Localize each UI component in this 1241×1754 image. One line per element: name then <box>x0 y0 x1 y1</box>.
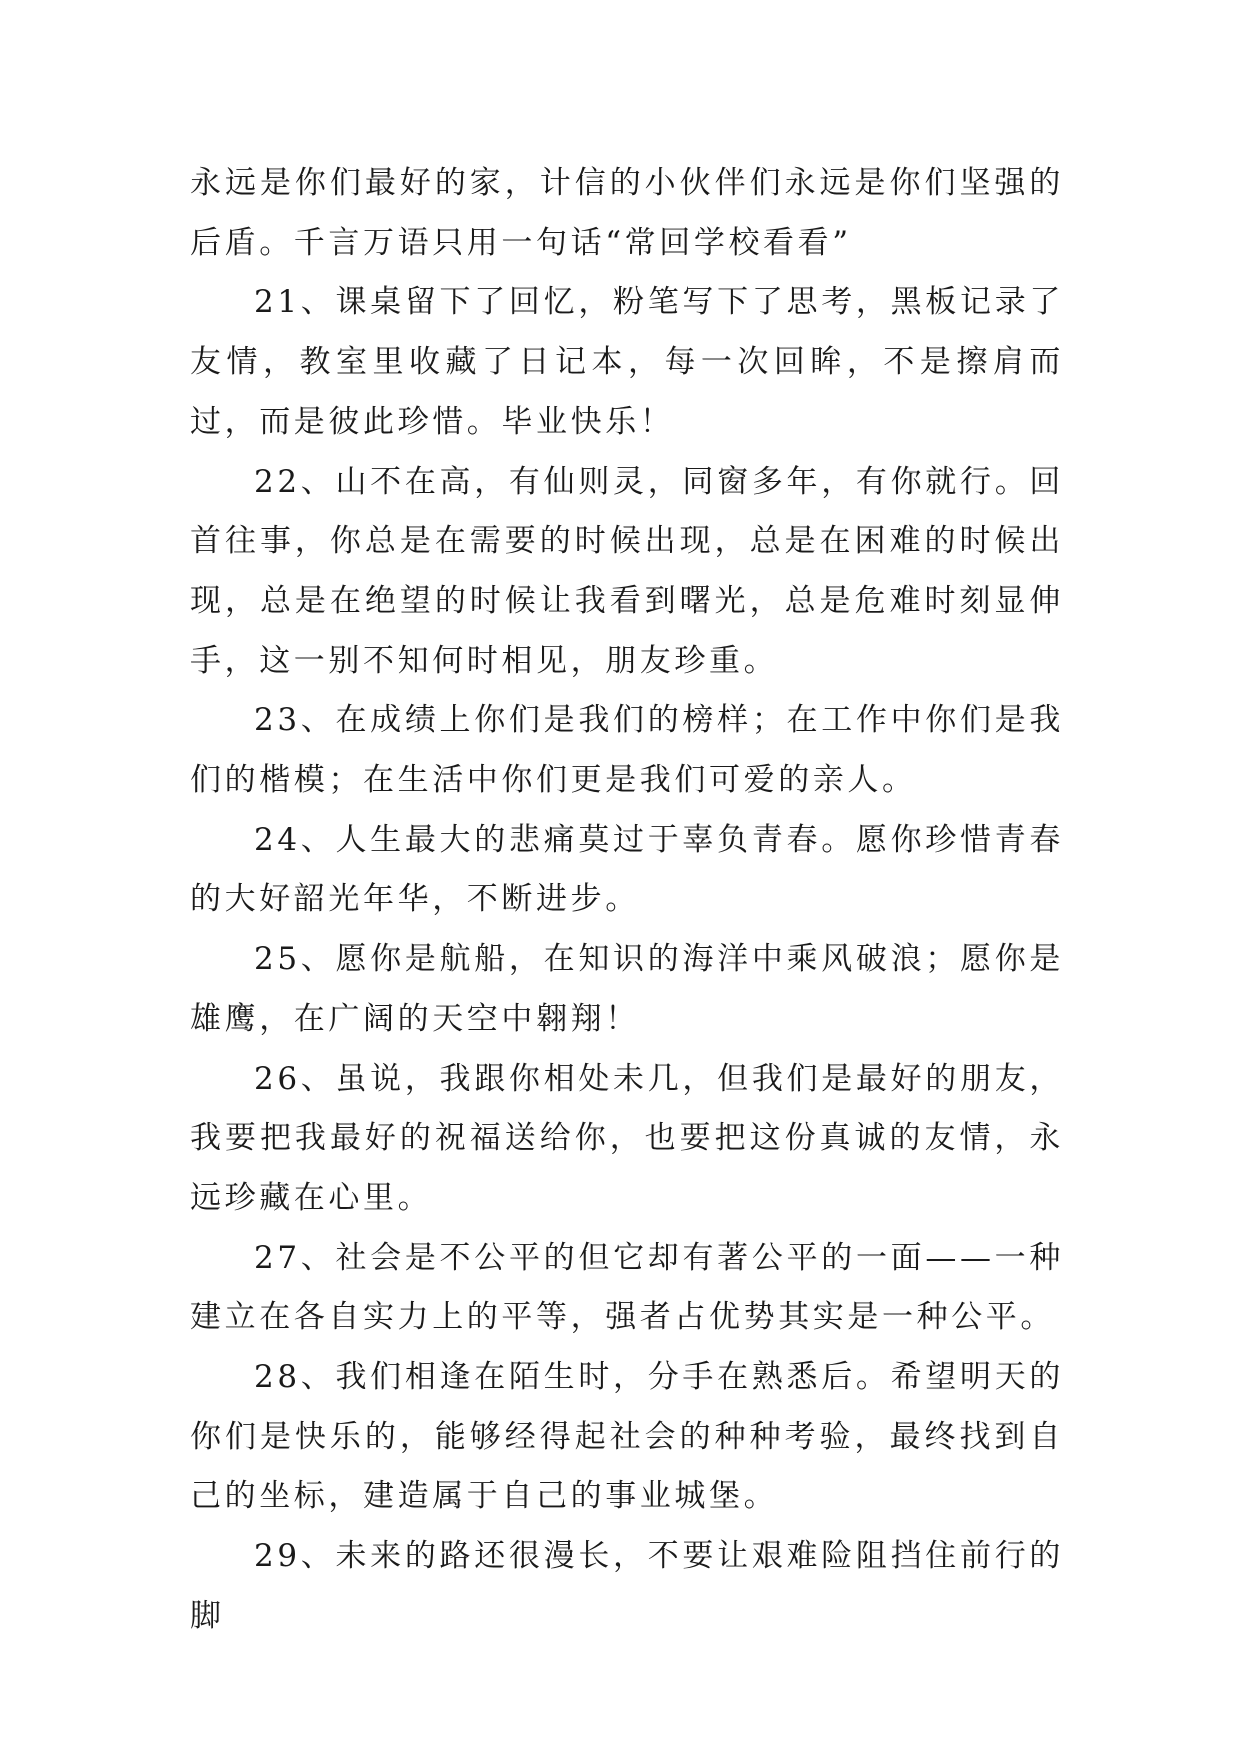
paragraph-item-23: 23、在成绩上你们是我们的榜样；在工作中你们是我们的楷模；在生活中你们更是我们可爱的亲人。 <box>190 702 1064 799</box>
document-body <box>190 154 1064 1647</box>
paragraph-item-24: 24、人生最大的悲痛莫过于辜负青春。愿你珍惜青春的大好韶光年华，不断进步。 <box>190 821 1064 918</box>
paragraph-item-29: 29、未来的路还很漫长，不要让艰难险阻挡住前行的脚 <box>190 1538 1064 1634</box>
paragraph-item-27: 27、社会是不公平的但它却有著公平的一面——一种建立在各自实力上的平等，强者占优势其实是一种公平。 <box>190 1239 1064 1336</box>
paragraph-item-28: 28、我们相逢在陌生时，分手在熟悉后。希望明天的你们是快乐的，能够经得起社会的种种考验，最终找到自己的坐标，建造属于自己的事业城堡。 <box>190 1359 1064 1515</box>
paragraph-continuation: 永远是你们最好的家，计信的小伙伴们永远是你们坚强的后盾。千言万语只用一句话“常回学校看看” <box>190 165 1064 261</box>
paragraph-item-26: 26、虽说，我跟你相处未几，但我们是最好的朋友，我要把我最好的祝福送给你，也要把这份真诚的友情，永远珍藏在心里。 <box>190 1060 1064 1216</box>
paragraph-item-22: 22、山不在高，有仙则灵，同窗多年，有你就行。回首往事，你总是在需要的时候出现，总是在困难的时候出现，总是在绝望的时候让我看到曙光，总是危难时刻显伸手，这一别不知何时相见，朋友珍重。 <box>190 463 1064 679</box>
paragraph-item-21: 21、课桌留下了回忆，粉笔写下了思考，黑板记录了友情，教室里收藏了日记本，每一次回眸，不是擦肩而过，而是彼此珍惜。毕业快乐！ <box>190 284 1064 440</box>
paragraph-item-25: 25、愿你是航船，在知识的海洋中乘风破浪；愿你是雄鹰，在广阔的天空中翱翔！ <box>190 941 1064 1037</box>
